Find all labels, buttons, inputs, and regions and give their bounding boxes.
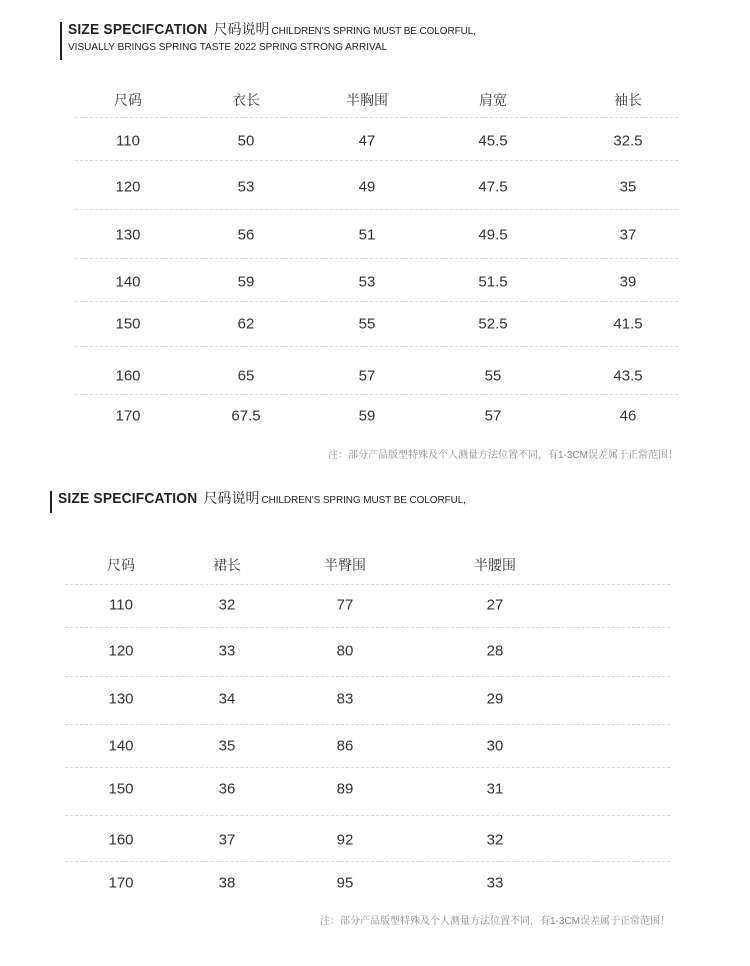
table-cell: 62 (237, 315, 255, 333)
table-cell: 120 (108, 642, 134, 660)
table-cell: 57 (358, 367, 376, 385)
table-cell: 28 (486, 642, 504, 660)
size-table (65, 0, 670, 966)
row-divider (65, 767, 670, 768)
table-cell: 170 (115, 407, 141, 425)
table-cell: 110 (116, 132, 140, 150)
table-cell: 67.5 (231, 407, 261, 425)
column-header: 半腰围 (474, 557, 516, 573)
column-header: 尺码 (114, 92, 142, 108)
column-header: 裙长 (213, 557, 241, 573)
table-cell: 41.5 (613, 315, 643, 333)
column-header: 袖长 (614, 92, 642, 108)
table-cell: 39 (619, 273, 637, 291)
table-cell: 89 (336, 780, 354, 798)
table-cell: 51.5 (478, 273, 508, 291)
table-cell: 130 (115, 226, 141, 244)
row-divider (65, 676, 670, 677)
table-cell: 32 (486, 831, 504, 849)
table-cell: 36 (218, 780, 236, 798)
table-cell: 80 (336, 642, 354, 660)
heading-tagline: CHILDREN'S SPRING MUST BE COLORFUL, (261, 495, 466, 506)
row-divider (65, 627, 670, 628)
table-cell: 33 (218, 642, 236, 660)
table-cell: 37 (619, 226, 637, 244)
table-cell: 56 (237, 226, 255, 244)
table-cell: 50 (237, 132, 255, 150)
row-divider (65, 584, 670, 585)
row-divider (65, 815, 670, 816)
table-cell: 59 (358, 407, 376, 425)
table-cell: 65 (237, 367, 255, 385)
table-cell: 46 (619, 407, 637, 425)
table-cell: 51 (358, 226, 376, 244)
table-cell: 45.5 (478, 132, 508, 150)
table-cell: 140 (115, 273, 141, 291)
column-header: 半臀围 (324, 557, 366, 573)
table-cell: 32.5 (613, 132, 643, 150)
table-cell: 27 (486, 596, 504, 614)
column-header: 衣长 (232, 92, 260, 108)
table-cell: 55 (484, 367, 502, 385)
heading-bar (50, 491, 52, 513)
row-divider (65, 724, 670, 725)
heading-title-en: SIZE SPECIFCATION (68, 21, 208, 38)
table-cell: 35 (218, 737, 236, 755)
column-header: 尺码 (107, 557, 135, 573)
table-cell: 47 (358, 132, 376, 150)
table-cell: 37 (218, 831, 236, 849)
table-cell: 52.5 (478, 315, 508, 333)
heading-tagline: CHILDREN'S SPRING MUST BE COLORFUL, (271, 26, 476, 37)
table-cell: 170 (108, 874, 134, 892)
table-cell: 120 (115, 178, 141, 196)
table-cell: 30 (486, 737, 504, 755)
table-cell: 95 (336, 874, 354, 892)
table-cell: 140 (108, 737, 134, 755)
table-cell: 49.5 (478, 226, 508, 244)
table-cell: 31 (486, 780, 504, 798)
table-note: 注：部分产品版型特殊及个人测量方法位置不同，有1-3CM误差属于正常范围！ (327, 450, 678, 461)
table-cell: 33 (486, 874, 504, 892)
table-cell: 83 (336, 690, 354, 708)
table-cell: 43.5 (613, 367, 643, 385)
heading-title-cn: 尺码说明 (213, 21, 270, 37)
table-cell: 150 (115, 315, 141, 333)
table-cell: 150 (108, 780, 134, 798)
table-cell: 55 (358, 315, 376, 333)
table-cell: 47.5 (478, 178, 508, 196)
heading-title-cn: 尺码说明 (203, 490, 260, 506)
table-cell: 49 (358, 178, 376, 196)
table-cell: 77 (336, 596, 354, 614)
table-cell: 59 (237, 273, 255, 291)
table-cell: 92 (336, 831, 354, 849)
table-cell: 110 (109, 596, 133, 614)
table-cell: 57 (484, 407, 502, 425)
table-note: 注：部分产品版型特殊及个人测量方法位置不同，有1-3CM误差属于正常范围！ (319, 916, 670, 927)
table-cell: 34 (218, 690, 236, 708)
table-cell: 160 (115, 367, 141, 385)
column-header: 半胸围 (346, 92, 388, 108)
table-cell: 38 (218, 874, 236, 892)
table-cell: 35 (619, 178, 637, 196)
table-cell: 160 (108, 831, 134, 849)
table-cell: 32 (218, 596, 236, 614)
table-cell: 53 (358, 273, 376, 291)
table-cell: 29 (486, 690, 504, 708)
heading-title-en: SIZE SPECIFCATION (58, 490, 198, 507)
column-header: 肩宽 (479, 92, 507, 108)
heading-tagline-2: VISUALLY BRINGS SPRING TASTE 2022 SPRING STRONG ARRIVAL (68, 42, 388, 53)
row-divider (65, 861, 670, 862)
table-cell: 86 (336, 737, 354, 755)
table-cell: 53 (237, 178, 255, 196)
table-cell: 130 (108, 690, 134, 708)
